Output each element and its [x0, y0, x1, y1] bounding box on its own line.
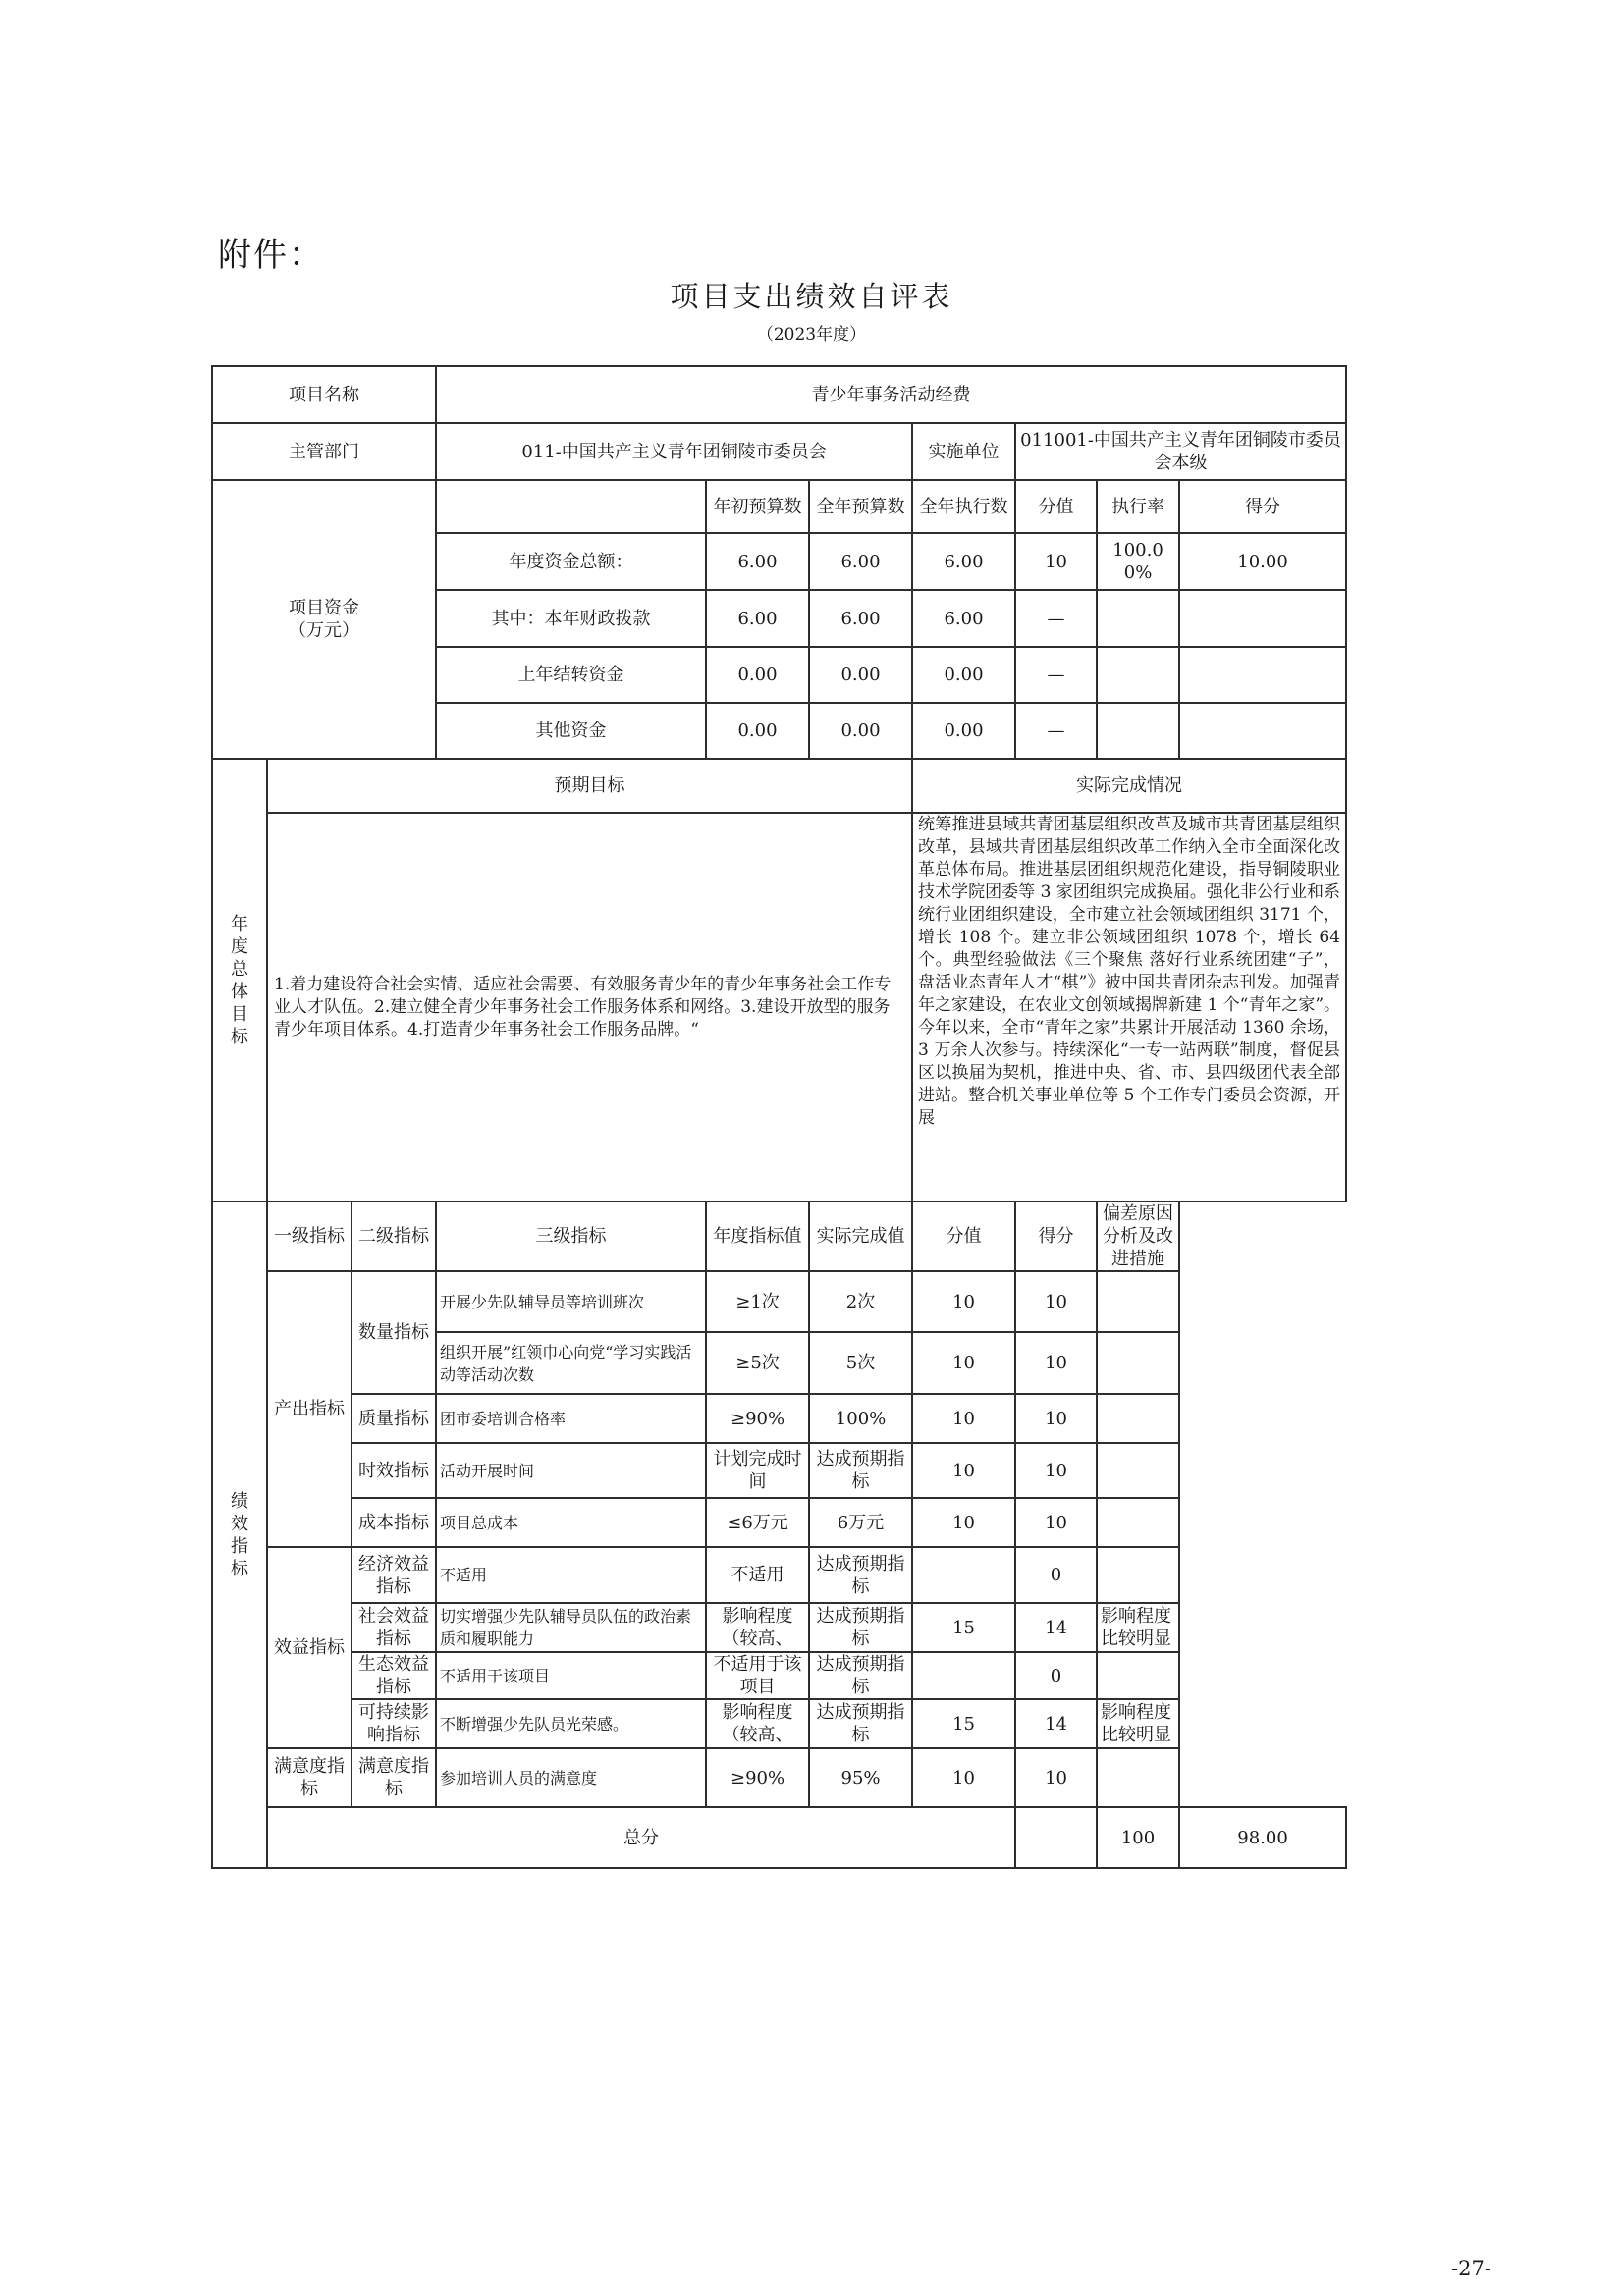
funds-row-score: 10.00 — [1179, 533, 1346, 590]
score-cell: 10 — [1015, 1394, 1097, 1443]
header-weight: 分值 — [912, 1201, 1015, 1271]
analysis-cell — [1097, 1652, 1179, 1699]
level2-sustainable: 可持续影响指标 — [352, 1699, 436, 1748]
performance-label — [212, 1201, 267, 1868]
actual-cell: 达成预期指标 — [809, 1547, 912, 1603]
analysis-cell — [1097, 1443, 1179, 1498]
score-cell: 14 — [1015, 1603, 1097, 1652]
funds-row-executed: 6.00 — [912, 533, 1015, 590]
funds-header-score: 得分 — [1179, 480, 1346, 533]
actual-cell: 2次 — [809, 1271, 912, 1332]
funds-row-weight: — — [1015, 590, 1097, 647]
score-cell: 10 — [1015, 1271, 1097, 1332]
funds-row-weight: — — [1015, 647, 1097, 703]
header-score: 得分 — [1015, 1201, 1097, 1271]
header-actual: 实际完成值 — [809, 1201, 912, 1271]
score-cell: 14 — [1015, 1699, 1097, 1748]
annual-goal-label-char: 目 — [231, 1003, 248, 1025]
score-cell: 10 — [1015, 1332, 1097, 1394]
funds-row-weight: — — [1015, 703, 1097, 759]
year-note: （2023年度） — [756, 325, 867, 345]
level2-quality: 质量指标 — [352, 1394, 436, 1443]
funds-row-initial: 0.00 — [706, 703, 809, 759]
level2-ecological: 生态效益指标 — [352, 1652, 436, 1699]
funds-label — [212, 480, 436, 759]
funds-row-annual: 6.00 — [809, 533, 912, 590]
total-label: 总分 — [267, 1807, 1015, 1868]
actual-cell: 达成预期指标 — [809, 1443, 912, 1498]
project-name-value: 青少年事务活动经费 — [436, 366, 1346, 423]
department-value: 011-中国共产主义青年团铜陵市委员会 — [436, 423, 912, 480]
analysis-cell: 影响程度比较明显 — [1097, 1603, 1179, 1652]
analysis-cell: 影响程度比较明显 — [1097, 1699, 1179, 1748]
actual-cell: 达成预期指标 — [809, 1652, 912, 1699]
indicator-row — [212, 1603, 1346, 1652]
indicator-row — [212, 1394, 1346, 1443]
total-weight: 100 — [1097, 1807, 1179, 1868]
implementing-unit-label: 实施单位 — [912, 423, 1015, 480]
funds-row-weight: 10 — [1015, 533, 1097, 590]
level2-social: 社会效益指标 — [352, 1603, 436, 1652]
implementing-unit-value: 011001-中国共产主义青年团铜陵市委员会本级 — [1015, 423, 1346, 480]
level2-timeliness: 时效指标 — [352, 1443, 436, 1498]
actual-cell: 达成预期指标 — [809, 1699, 912, 1748]
indicator-row — [212, 1271, 1346, 1332]
weight-cell: 15 — [912, 1603, 1015, 1652]
target-cell: 影响程度（较高、 — [706, 1699, 809, 1748]
total-row — [212, 1807, 1346, 1868]
funds-row-initial: 0.00 — [706, 647, 809, 703]
score-cell: 10 — [1015, 1748, 1097, 1807]
actual-completion-header: 实际完成情况 — [912, 759, 1346, 813]
funds-row-score — [1179, 703, 1346, 759]
funds-row-name: 年度资金总额： — [436, 533, 706, 590]
weight-cell: 10 — [912, 1498, 1015, 1547]
annual-goal-label — [212, 759, 267, 1201]
funds-row-annual: 0.00 — [809, 647, 912, 703]
indicator-row — [212, 1498, 1346, 1547]
weight-cell: 10 — [912, 1443, 1015, 1498]
performance-label-char: 效 — [231, 1513, 248, 1534]
performance-evaluation-table — [211, 365, 1347, 1869]
indicator-row — [212, 1748, 1346, 1807]
actual-cell: 95% — [809, 1748, 912, 1807]
funds-row-initial: 6.00 — [706, 533, 809, 590]
level3-cell: 项目总成本 — [436, 1498, 706, 1547]
indicator-row — [212, 1443, 1346, 1498]
indicator-row — [212, 1547, 1346, 1603]
goal-content-row — [212, 813, 1346, 1201]
funds-row-executed: 0.00 — [912, 703, 1015, 759]
funds-header-weight: 分值 — [1015, 480, 1097, 533]
level2-quantity: 数量指标 — [352, 1271, 436, 1394]
funds-header-row — [212, 480, 1346, 533]
funds-header-rate: 执行率 — [1097, 480, 1179, 533]
analysis-cell — [1097, 1498, 1179, 1547]
score-cell: 10 — [1015, 1443, 1097, 1498]
funds-row-score — [1179, 590, 1346, 647]
funds-row-name: 其中：本年财政拨款 — [436, 590, 706, 647]
funds-row-annual: 0.00 — [809, 703, 912, 759]
level3-cell: 参加培训人员的满意度 — [436, 1748, 706, 1807]
level1-output: 产出指标 — [267, 1271, 352, 1547]
project-name-row — [212, 366, 1346, 423]
target-cell: ≥90% — [706, 1748, 809, 1807]
indicator-row — [212, 1652, 1346, 1699]
actual-cell: 100% — [809, 1394, 912, 1443]
target-cell: ≤6万元 — [706, 1498, 809, 1547]
indicator-row — [212, 1699, 1346, 1748]
header-analysis: 偏差原因分析及改进措施 — [1097, 1201, 1179, 1271]
analysis-cell — [1097, 1271, 1179, 1332]
page-title: 项目支出绩效自评表 — [670, 280, 953, 313]
funds-label-line1: 项目资金 — [289, 598, 360, 618]
funds-header-annual: 全年预算数 — [809, 480, 912, 533]
level2-satisfaction: 满意度指标 — [352, 1748, 436, 1807]
project-name-label: 项目名称 — [212, 366, 436, 423]
annual-goal-label-char: 度 — [231, 935, 248, 957]
indicator-header-row — [212, 1201, 1346, 1271]
funds-row-rate: 100.00% — [1097, 533, 1179, 590]
level3-cell: 开展少先队辅导员等培训班次 — [436, 1271, 706, 1332]
annual-goal-label-char: 年 — [231, 913, 248, 934]
weight-cell — [912, 1547, 1015, 1603]
funds-row-rate — [1097, 647, 1179, 703]
weight-cell: 10 — [912, 1394, 1015, 1443]
weight-cell — [912, 1652, 1015, 1699]
target-cell: 计划完成时间 — [706, 1443, 809, 1498]
funds-row-rate — [1097, 703, 1179, 759]
performance-label-char: 标 — [231, 1558, 248, 1579]
weight-cell: 10 — [912, 1748, 1015, 1807]
level3-cell: 活动开展时间 — [436, 1443, 706, 1498]
level3-cell: 不断增强少先队员光荣感。 — [436, 1699, 706, 1748]
department-label: 主管部门 — [212, 423, 436, 480]
funds-row-annual: 6.00 — [809, 590, 912, 647]
performance-label-char: 指 — [231, 1535, 248, 1557]
target-cell: 不适用于该项目 — [706, 1652, 809, 1699]
expected-goal-text: 1.着力建设符合社会实情、适应社会需要、有效服务青少年的青少年事务社会工作专业人才队伍。2.建立健全青少年事务社会工作服务体系和网络。3.建设开放型的服务青少年项目体系。4.打造青少年事务社会工作服务品牌。“ — [267, 813, 912, 1201]
score-cell: 10 — [1015, 1498, 1097, 1547]
header-level1: 一级指标 — [267, 1201, 352, 1271]
level1-satisfaction: 满意度指标 — [267, 1748, 352, 1807]
expected-goal-header: 预期目标 — [267, 759, 912, 813]
funds-header-initial: 年初预算数 — [706, 480, 809, 533]
level3-cell: 团市委培训合格率 — [436, 1394, 706, 1443]
annual-goal-label-char: 体 — [231, 981, 248, 1002]
funds-row-executed: 0.00 — [912, 647, 1015, 703]
score-cell: 0 — [1015, 1547, 1097, 1603]
level3-cell: 不适用于该项目 — [436, 1652, 706, 1699]
weight-cell: 10 — [912, 1271, 1015, 1332]
target-cell: 影响程度（较高、 — [706, 1603, 809, 1652]
total-blank — [1015, 1807, 1097, 1868]
funds-row-score — [1179, 647, 1346, 703]
funds-label-line2: （万元） — [289, 620, 360, 641]
target-cell: ≥1次 — [706, 1271, 809, 1332]
funds-row-name: 其他资金 — [436, 703, 706, 759]
funds-row-initial: 6.00 — [706, 590, 809, 647]
header-level2: 二级指标 — [352, 1201, 436, 1271]
page-number: -27- — [1451, 2257, 1491, 2280]
level2-cost: 成本指标 — [352, 1498, 436, 1547]
target-cell: ≥90% — [706, 1394, 809, 1443]
level3-cell: 不适用 — [436, 1547, 706, 1603]
actual-cell: 5次 — [809, 1332, 912, 1394]
department-row — [212, 423, 1346, 480]
total-score: 98.00 — [1179, 1807, 1346, 1868]
funds-header-executed: 全年执行数 — [912, 480, 1015, 533]
analysis-cell — [1097, 1394, 1179, 1443]
performance-label-char: 绩 — [231, 1490, 248, 1512]
funds-row-rate — [1097, 590, 1179, 647]
actual-completion-text: 统筹推进县域共青团基层组织改革及城市共青团基层组织改革，县域共青团基层组织改革工作纳入全市全面深化改革总体布局。推进基层团组织规范化建设，指导铜陵职业技术学院团委等 3 家团组织完成换届。强化非公行业和系统行业团组织建设，全市建立社会领域团组织 3171 个，增长 108 个。建立非公领域团组织 1078 个，增长 64 个。典型经验做法《三个聚焦 落好行业系统团建“子”，盘活业态青年人才“棋”》被中国共青团杂志刊发。加强青年之家建设，在农业文创领域揭牌新建 1 个“青年之家”。今年以来，全市“青年之家”共累计开展活动 1360 余场，3 万余人次参与。持续深化“一专一站两联”制度，督促县区以换届为契机，推进中央、省、市、县四级团代表全部进站。整合机关事业单位等 5 个工作专门委员会资源，开展 — [918, 815, 1341, 1128]
analysis-cell — [1097, 1748, 1179, 1807]
attachment-label: 附件： — [218, 236, 324, 275]
funds-header-blank — [436, 480, 706, 533]
annual-goal-label-char: 总 — [231, 958, 248, 980]
analysis-cell — [1097, 1547, 1179, 1603]
actual-cell: 达成预期指标 — [809, 1603, 912, 1652]
header-level3: 三级指标 — [436, 1201, 706, 1271]
level3-cell: 切实增强少先队辅导员队伍的政治素质和履职能力 — [436, 1603, 706, 1652]
level1-benefit: 效益指标 — [267, 1547, 352, 1748]
weight-cell: 15 — [912, 1699, 1015, 1748]
score-cell: 0 — [1015, 1652, 1097, 1699]
target-cell: 不适用 — [706, 1547, 809, 1603]
funds-row-executed: 6.00 — [912, 590, 1015, 647]
weight-cell: 10 — [912, 1332, 1015, 1394]
analysis-cell — [1097, 1332, 1179, 1394]
actual-cell: 6万元 — [809, 1498, 912, 1547]
level2-economic: 经济效益指标 — [352, 1547, 436, 1603]
annual-goal-label-char: 标 — [231, 1026, 248, 1047]
level3-cell: 组织开展”红领巾心向党“学习实践活动等活动次数 — [436, 1332, 706, 1394]
funds-row-name: 上年结转资金 — [436, 647, 706, 703]
header-target: 年度指标值 — [706, 1201, 809, 1271]
goal-header-row — [212, 759, 1346, 813]
actual-completion-cell — [912, 813, 1346, 1201]
target-cell: ≥5次 — [706, 1332, 809, 1394]
